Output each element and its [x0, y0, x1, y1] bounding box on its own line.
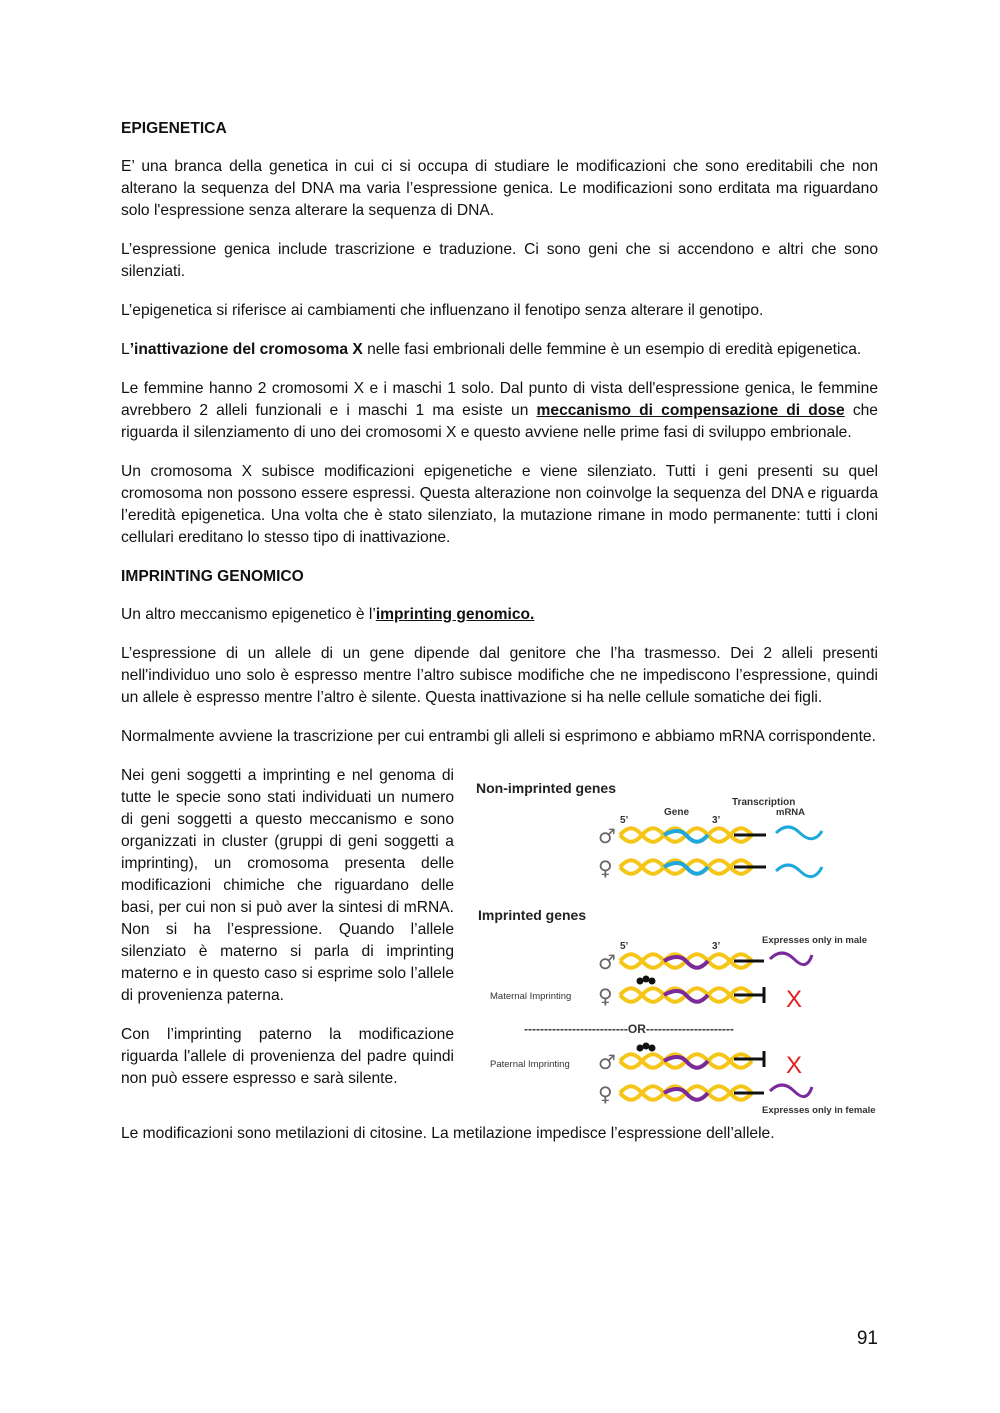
paragraph-paternal-imprinting: Con l’imprinting paterno la modificazione riguarda l'allele di provenienza del padre quindi non può essere espresso e sarà silente. — [121, 1026, 454, 1087]
mrna-label: mRNA — [776, 807, 806, 818]
paragraph-intro-1: E’ una branca della genetica in cui ci si occupa di studiare le modificazioni che sono ereditabili che non alterano la sequenza del DNA ma varia l’espressione genica. Le modificazioni sono erditata ma riguardano solo l'espressione senza alterare la sequenza di DNA. — [121, 158, 878, 219]
underlined-imprinting-genomico: imprinting genomico. — [375, 606, 535, 623]
methyl-group-6 — [649, 1045, 656, 1052]
transcription-label: Transcription — [732, 797, 796, 808]
female-symbol-3: ♀ — [598, 1082, 613, 1106]
dna-paternal-female — [620, 1086, 752, 1100]
section-title-imprinting: IMPRINTING GENOMICO — [121, 568, 304, 585]
paragraph-x-inactivation: L’inattivazione del cromosoma X nelle fasi embrionali delle femmine è un esempio di eredità epigenetica. — [121, 341, 862, 358]
expresses-only-male-label: Expresses only in male — [762, 935, 868, 946]
document-page — [121, 118, 878, 1162]
dna-non-imprinted-male — [620, 828, 752, 842]
female-symbol-2: ♀ — [598, 984, 613, 1008]
maternal-imprinting-label: Maternal Imprinting — [490, 991, 572, 1002]
imprinting-diagram — [470, 767, 890, 1117]
text-figure-row — [121, 765, 878, 1117]
male-symbol-2: ♂ — [598, 950, 616, 974]
non-imprinted-title: Non-imprinted genes — [476, 780, 617, 796]
paragraph-intro-2: L’espressione genica include trascrizione e traduzione. Ci sono geni che si accendono e altri che sono silenziati. — [121, 241, 878, 280]
paragraph-cluster: Nei geni soggetti a imprinting e nel genoma di tutte le specie sono stati individuati un numero di geni soggetti a questo meccanismo e sono organizzati in cluster (gruppi di geni soggetti a imprinting), un cromosoma presenta delle modificazioni chimiche che riguardano delle basi, per cui non si può aver la sintesi di mRNA. Non si ha l’espressione. Quando l’allele silenziato è materno si parla di imprinting materno e in questo caso si esprime solo l’allele di provenienza paterna. — [121, 767, 454, 1004]
red-x-mark-2: X — [786, 1052, 803, 1079]
male-symbol-3: ♂ — [598, 1050, 616, 1074]
dna-paternal-male — [620, 1054, 752, 1068]
or-separator: --------------------------OR---------------------- — [524, 1022, 734, 1036]
male-symbol-1: ♂ — [598, 824, 616, 848]
red-x-mark-1: X — [786, 986, 803, 1013]
methyl-group-3 — [649, 978, 656, 985]
page-number: 91 — [856, 1328, 878, 1349]
five-prime-label-1: 5’ — [620, 815, 629, 826]
paragraph-dose-compensation: Le femmine hanno 2 cromosomi X e i maschi 1 solo. Dal punto di vista dell'espressione genica, le femmine avrebbero 2 alleli funzionali e i maschi 1 ma esiste un meccanismo di compensazione di dose che riguarda il silenziamento di uno dei cromosomi X e questo avviene nelle prime fasi di sviluppo embrionale. — [121, 380, 878, 441]
left-column-text — [121, 765, 454, 1117]
methyl-group-5 — [643, 1043, 650, 1050]
gene-label: Gene — [664, 807, 690, 818]
paragraph-x-silencing: Un cromosoma X subisce modificazioni epigenetiche e viene silenziato. Tutti i geni presenti su quel cromosoma non possono essere espressi. Questa alterazione non coinvolge la sequenza del DNA e riguarda l’eredità epigenetica. Una volta che è stato silenziato, la mutazione rimane in modo permanente: tutti i cloni cellulari ereditano lo stesso tipo di inattivazione. — [121, 463, 878, 546]
paternal-imprinting-label: Paternal Imprinting — [490, 1059, 570, 1070]
mrna-wave-3 — [770, 953, 812, 965]
bold-x-inactivation: ’inattivazione del cromosoma X — [129, 341, 363, 358]
paragraph-imprinting-2: Normalmente avviene la trascrizione per cui entrambi gli alleli si esprimono e abbiamo mRNA corrispondente. — [121, 728, 876, 745]
methyl-group-2 — [643, 976, 650, 983]
underlined-dose-compensation: meccanismo di compensazione di dose — [536, 402, 845, 419]
female-symbol-1: ♀ — [598, 856, 613, 880]
paragraph-imprinting-intro: Un altro meccanismo epigenetico è l’imprinting genomico. — [121, 606, 535, 623]
paragraph-imprinting-1: L’espressione di un allele di un gene dipende dal genitore che l’ha trasmesso. Dei 2 alleli presenti nell'individuo uno solo è espresso mentre l’altro subisce modifiche che ne impediscono l’espressione, quindi un allele è espresso mentre l’altro è silente. Questa inattivazione si ha nelle cellule somatiche dei figli. — [121, 645, 878, 706]
mrna-wave-2 — [776, 865, 822, 877]
imprinting-figure — [470, 767, 890, 1117]
section-title-epigenetica: EPIGENETICA — [121, 120, 227, 137]
dna-maternal-female — [620, 988, 752, 1002]
dna-non-imprinted-female — [620, 860, 752, 874]
imprinted-title: Imprinted genes — [478, 907, 587, 923]
expresses-only-female-label: Expresses only in female — [762, 1105, 876, 1116]
paragraph-methylation: Le modificazioni sono metilazioni di citosine. La metilazione impedisce l’espressione dell’allele. — [121, 1125, 775, 1142]
methyl-group-4 — [637, 1045, 644, 1052]
three-prime-label-2: 3’ — [712, 941, 721, 952]
three-prime-label-1: 3’ — [712, 815, 721, 826]
mrna-wave-4 — [770, 1085, 812, 1097]
methyl-group-1 — [637, 978, 644, 985]
dna-maternal-male — [620, 954, 752, 968]
paragraph-intro-3: L’epigenetica si riferisce ai cambiamenti che influenzano il fenotipo senza alterare il genotipo. — [121, 302, 764, 319]
five-prime-label-2: 5’ — [620, 941, 629, 952]
mrna-wave-1 — [776, 827, 822, 839]
